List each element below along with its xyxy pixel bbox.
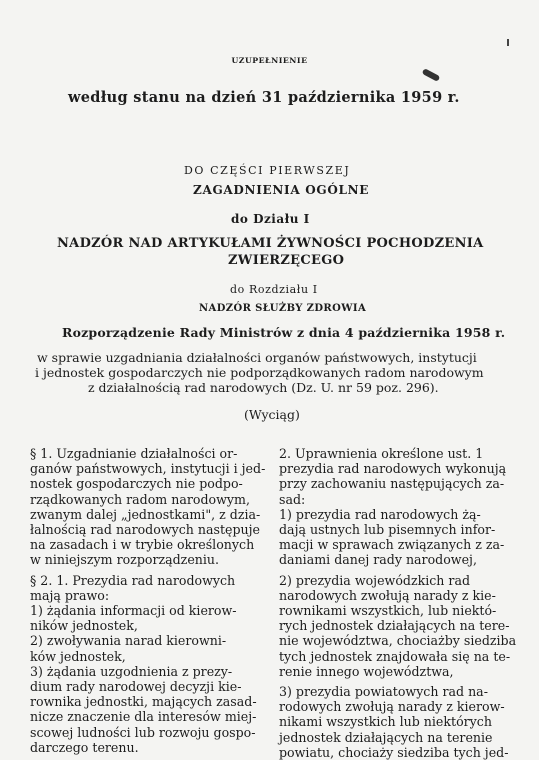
body-text-line: darczego terenu. xyxy=(30,739,139,755)
body-text-line: jednostek działających na terenie xyxy=(279,729,493,745)
body-text-line: narodowych zwołują narady z kie- xyxy=(279,587,496,603)
body-text-line: renie innego województwa, xyxy=(279,663,454,679)
regulation-intro-line2: i jednostek gospodarczych nie podporządkowanych radom narodowym xyxy=(35,365,484,380)
body-text-line: daniami danej rady narodowej, xyxy=(279,552,477,568)
body-text-line: 2) zwoływania narad kierowni- xyxy=(30,633,227,649)
regulation-intro-line1: w sprawie uzgadniania działalności organów państwowych, instytucji xyxy=(37,350,477,365)
body-text-line: § 1. Uzgadnianie działalności or- xyxy=(30,446,238,461)
body-text-line: 2) prezydia wojewódzkich rad xyxy=(279,572,471,588)
body-text-line: 1) żądania informacji od kierow- xyxy=(30,603,237,619)
body-text-line: nie województwa, chociażby siedziba xyxy=(279,633,517,649)
excerpt-label: (Wyciąg) xyxy=(244,407,300,422)
body-text-line: powiatu, chociaży siedziba tych jed- xyxy=(279,744,509,760)
regulation-intro-line3: z działalnością rad narodowych (Dz. U. nr 59 poz. 296). xyxy=(88,380,439,395)
ink-mark xyxy=(422,68,441,82)
body-right-column xyxy=(279,446,525,760)
body-text-line: zwanym dalej „jednostkami", z dzia- xyxy=(30,506,261,522)
regulation-title: Rozporządzenie Rady Ministrów z dnia 4 października 1958 r. xyxy=(62,325,506,340)
body-text-line: mają prawo: xyxy=(30,587,110,603)
ink-dot xyxy=(507,39,509,46)
body-text-line: tych jednostek znajdowała się na te- xyxy=(279,648,511,664)
body-text-line: 2. Uprawnienia określone ust. 1 xyxy=(279,446,484,461)
body-text-line: scowej ludności lub rozwoju gospo- xyxy=(30,724,256,740)
body-text-line: rodowych zwołują narady z kierow- xyxy=(279,699,505,715)
body-left-column xyxy=(30,446,274,755)
part-title: ZAGADNIENIA OGÓLNE xyxy=(193,183,370,197)
body-text-line: 1) prezydia rad narodowych żą- xyxy=(279,506,481,522)
subdivision-heading: do Rozdziału I xyxy=(230,283,318,296)
body-text-line: dium rady narodowej decyzji kie- xyxy=(30,679,242,695)
body-text-line: ganów państwowych, instytucji i jed- xyxy=(30,461,266,477)
body-text-line: § 2. 1. Prezydia rad narodowych xyxy=(30,572,236,588)
division-heading: do Działu I xyxy=(231,212,310,226)
body-text-line: 3) prezydia powiatowych rad na- xyxy=(279,684,488,700)
body-text-line: nicze znaczenie dla interesów miej- xyxy=(30,709,257,725)
body-text-line: w niniejszym rozporządzeniu. xyxy=(30,552,220,568)
body-text-line: dają ustnych lub pisemnych infor- xyxy=(279,522,496,538)
body-text-line: przy zachowaniu następujących za- xyxy=(279,476,505,492)
page-title: UZUPEŁNIENIE xyxy=(231,56,308,65)
body-text-line: rownikami wszystkich, lub niektó- xyxy=(279,603,497,619)
body-text-line: na zasadach i w trybie określonych xyxy=(30,537,255,553)
body-text-line: prezydia rad narodowych wykonują xyxy=(279,461,507,477)
body-text-line: rownika jednostki, mających zasad- xyxy=(30,694,257,710)
subdivision-title: NADZÓR SŁUŻBY ZDROWIA xyxy=(199,303,367,314)
body-text-line: ków jednostek, xyxy=(30,648,126,664)
division-title-line2: ZWIERZĘCEGO xyxy=(228,253,345,268)
page-subtitle: według stanu na dzień 31 października 1959 r. xyxy=(68,89,460,106)
body-text-line: 3) żądania uzgodnienia z prezy- xyxy=(30,663,233,679)
body-text-line: nostek gospodarczych nie podpo- xyxy=(30,476,243,492)
body-text-line: łalnością rad narodowych następuje xyxy=(30,522,261,538)
body-text-line: rych jednostek działających na tere- xyxy=(279,618,510,634)
body-text-line: rządkowanych radom narodowym, xyxy=(30,491,250,507)
body-text-line: nikami wszystkich lub niektórych xyxy=(279,714,492,730)
division-title-line1: NADZÓR NAD ARTYKUŁAMI ŻYWNOŚCI POCHODZENIA xyxy=(57,236,484,251)
body-text-line: macji w sprawach związanych z za- xyxy=(279,537,505,553)
part-heading: DO CZĘŚCI PIERWSZEJ xyxy=(184,164,351,177)
body-text-line: ników jednostek, xyxy=(30,618,138,634)
body-text-line: sad: xyxy=(279,491,306,507)
